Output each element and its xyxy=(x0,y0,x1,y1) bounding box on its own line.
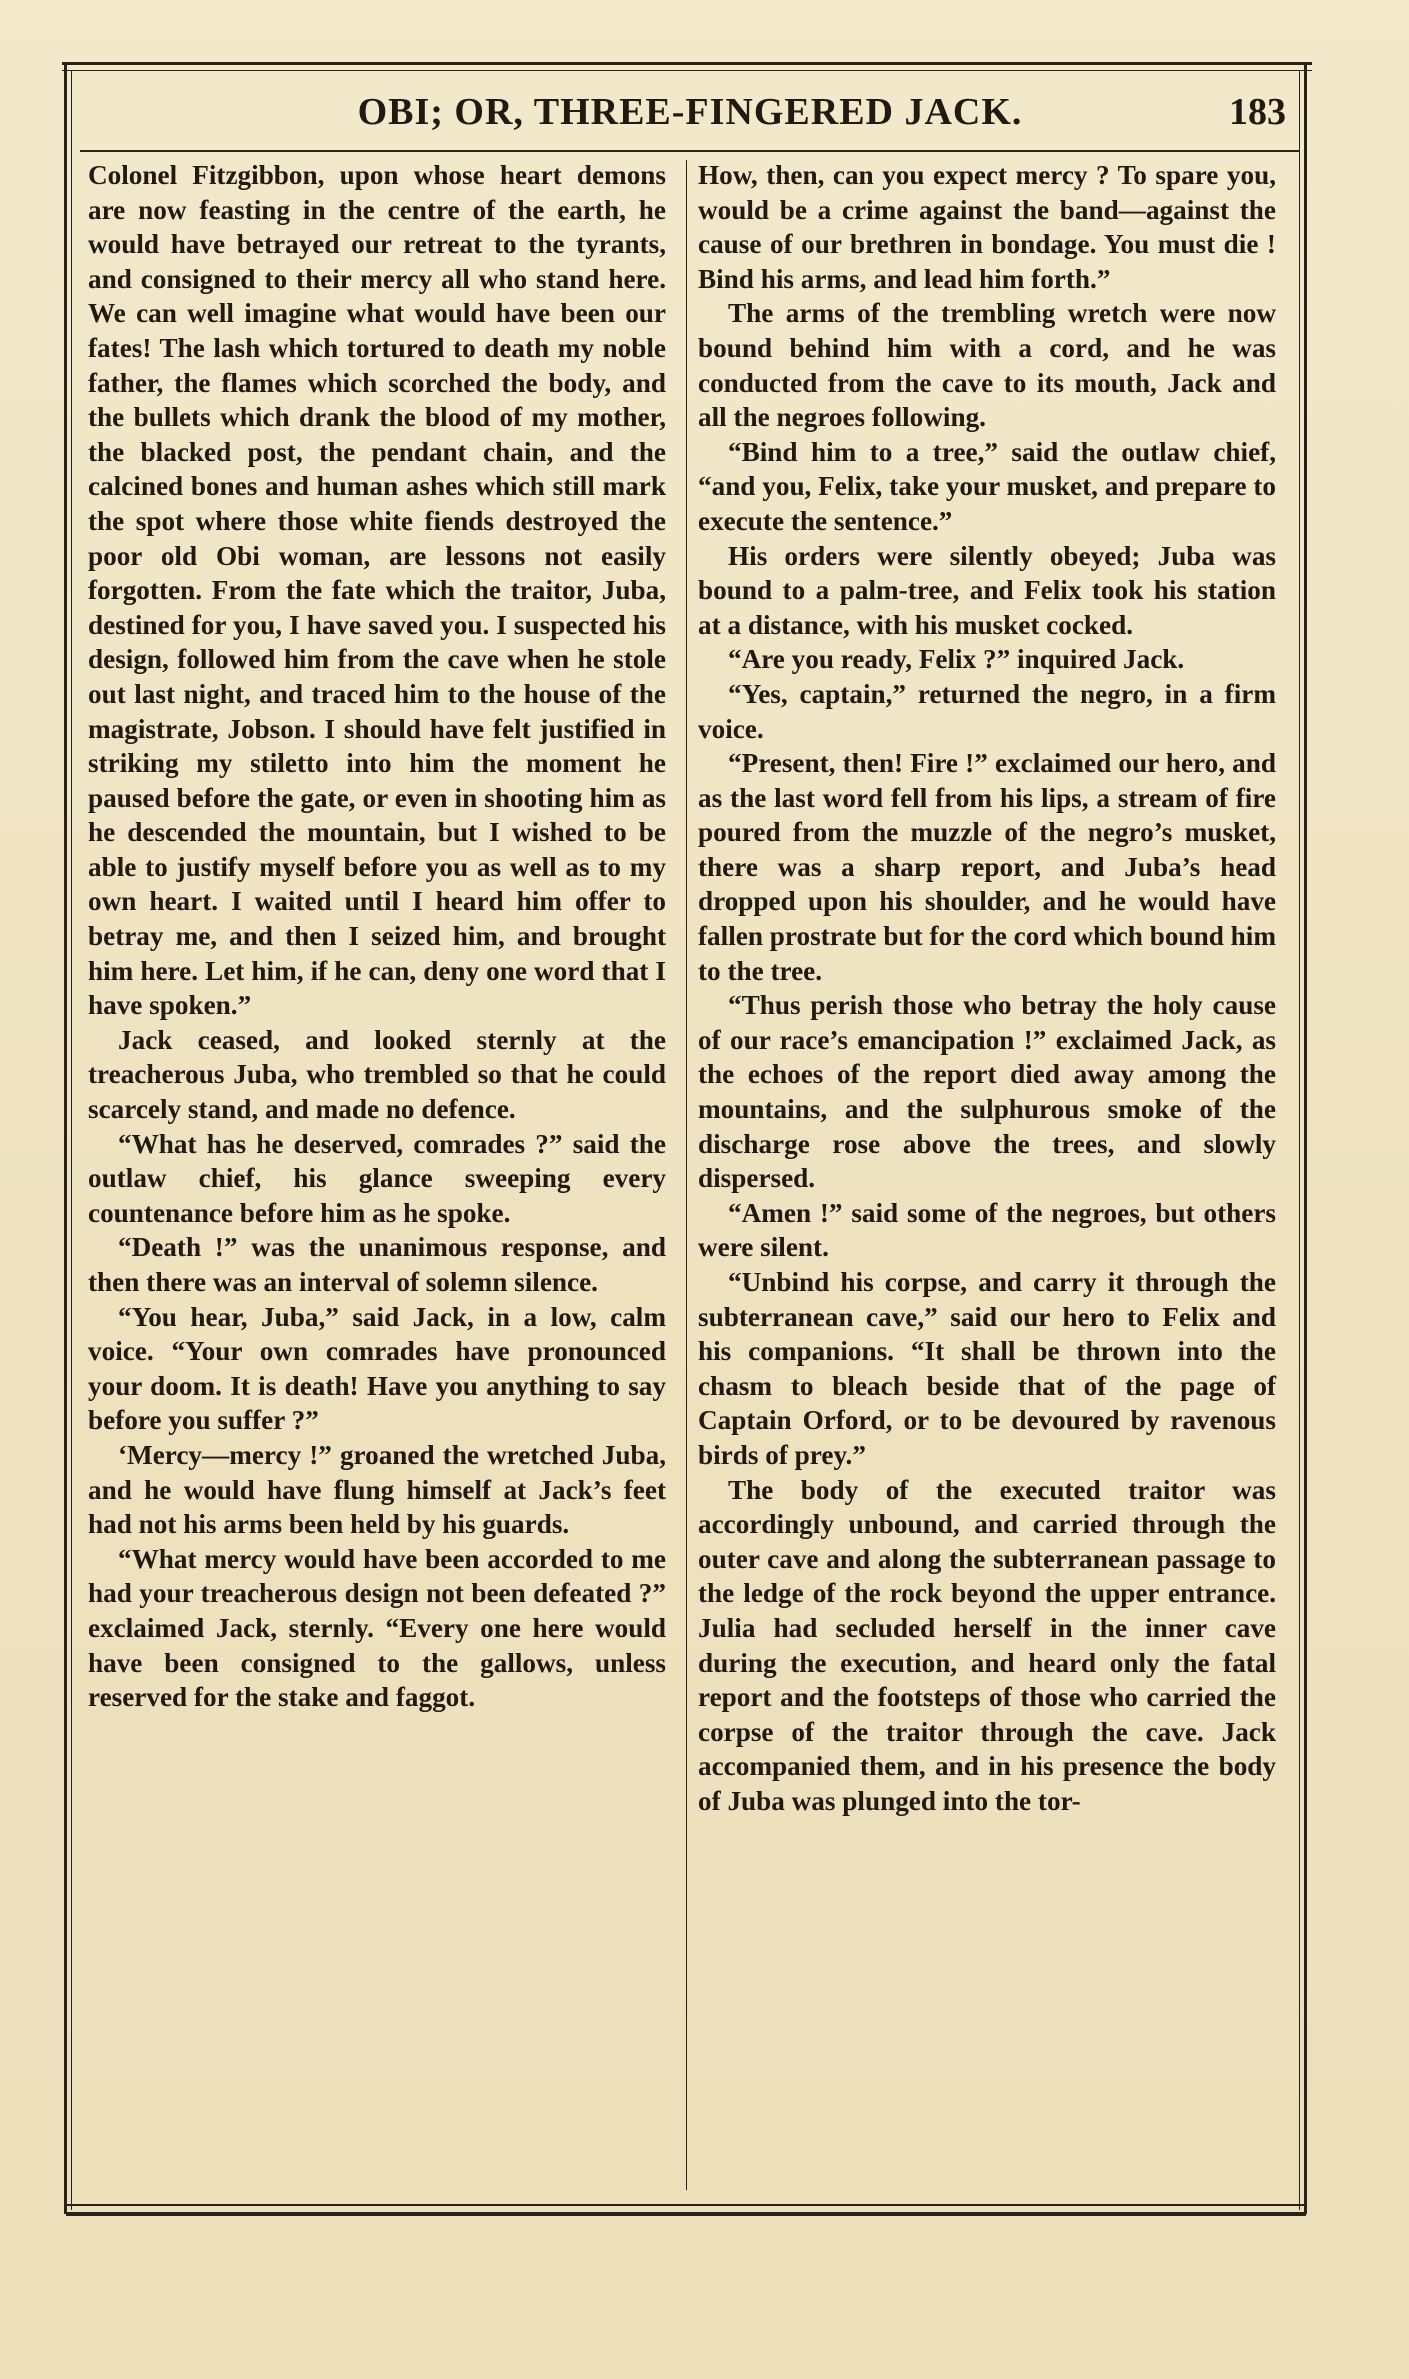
bottom-rule xyxy=(66,2204,1306,2206)
paragraph: “Thus perish those who betray the holy cause of our race’s emancipation !” exclaimed Jack, as the echoes of the report died away among the mountains, and the sulphurous smoke of the discharge rose above the trees, and slowly dispersed. xyxy=(698,990,1276,1194)
column-divider xyxy=(686,160,687,2190)
right-border-rule xyxy=(1304,64,1307,2214)
paragraph: The arms of the trembling wretch were now bound behind him with a cord, and he was conducted from the cave to its mouth, Jack and all the negroes following. xyxy=(698,298,1276,433)
page-number: 183 xyxy=(1229,91,1286,133)
paragraph: “Bind him to a tree,” said the outlaw chief, “and you, Felix, take your musket, and prepare to execute the sentence.” xyxy=(698,436,1276,536)
right-border-rule-inner xyxy=(1299,70,1300,2210)
paragraph: His orders were silently obeyed; Juba was bound to a palm-tree, and Felix took his station at a distance, with his musket cocked. xyxy=(698,540,1276,640)
header-rule xyxy=(80,150,1300,152)
text-column-right xyxy=(698,158,1276,1819)
top-rule-thin xyxy=(62,70,1312,71)
running-title: OBI; OR, THREE-FINGERED JACK. xyxy=(357,91,1023,133)
paragraph: Colonel Fitzgibbon, upon whose heart demons are now feasting in the centre of the earth, he would have betrayed our retreat to the tyrants, and consigned to their mercy all who stand here. We can well imagine what would have been our fates! The lash which tortured to death my noble father, the flames which scorched the body, and the bullets which drank the blood of my mother, the blacked post, the pendant chain, and the calcined bones and human ashes which still mark the spot where those white fiends destroyed the poor old Obi woman, are lessons not easily forgotten. From the fate which the traitor, Juba, destined for you, I have saved you. I suspected his design, followed him from the cave when he stole out last night, and traced him to the house of the magistrate, Jobson. I should have felt justified in striking my stiletto into him the moment he paused before the gate, or even in shooting him as he descended the mountain, but I wished to be able to justify myself before you as well as to my own heart. I waited until I heard him offer to betray me, and then I seized him, and brought him here. Let him, if he can, deny one word that I have spoken.” xyxy=(88,160,666,1021)
paragraph: “Yes, captain,” returned the negro, in a firm voice. xyxy=(698,678,1276,744)
running-header xyxy=(80,90,1300,148)
left-border-rule xyxy=(64,64,67,2214)
paragraph: ‘Mercy—mercy !” groaned the wretched Juba, and he would have flung himself at Jack’s feet had not his arms been held by his guards. xyxy=(88,1439,666,1540)
bottom-rule-thick xyxy=(66,2212,1306,2216)
paragraph: “Present, then! Fire !” exclaimed our hero, and as the last word fell from his lips, a stream of fire poured from the muzzle of the negro’s musket, there was a sharp report, and Juba’s head dropped upon his shoulder, and he would have fallen prostrate but for the cord which bound him to the tree. xyxy=(698,748,1276,986)
paragraph: “Unbind his corpse, and carry it through the subterranean cave,” said our hero to Felix and his companions. “It shall be thrown into the chasm to bleach beside that of the page of Captain Orford, or to be devoured by ravenous birds of prey.” xyxy=(698,1267,1276,1470)
paragraph: “Amen !” said some of the negroes, but others were silent. xyxy=(698,1197,1276,1263)
paragraph: “What mercy would have been accorded to me had your treacherous design not been defeated ?” exclaimed Jack, sternly. “Every one here would have been consigned to the gallows, unless reserved for the stake and faggot. xyxy=(88,1543,666,1713)
paragraph: “You hear, Juba,” said Jack, in a low, calm voice. “Your own comrades have pronounced your doom. It is death! Have you anything to say before you suffer ?” xyxy=(88,1301,666,1436)
paragraph: “Are you ready, Felix ?” inquired Jack. xyxy=(728,644,1185,675)
paragraph: “Death !” was the unanimous response, and then there was an interval of solemn silence. xyxy=(88,1232,666,1297)
left-border-rule-inner xyxy=(71,70,72,2210)
paragraph: “What has he deserved, comrades ?” said the outlaw chief, his glance sweeping every countenance before him as he spoke. xyxy=(88,1128,666,1228)
top-rule xyxy=(62,62,1312,65)
paragraph: Jack ceased, and looked sternly at the treacherous Juba, who trembled so that he could scarcely stand, and made no defence. xyxy=(88,1024,666,1125)
text-column-left xyxy=(88,158,666,1715)
paragraph: The body of the executed traitor was accordingly unbound, and carried through the outer cave and along the subterranean passage to the ledge of the rock beyond the upper entrance. Julia had secluded herself in the inner cave during the execution, and heard only the fatal report and the footsteps of those who carried the corpse of the traitor through the cave. Jack accompanied them, and in his presence the body of Juba was plunged into the tor- xyxy=(698,1474,1276,1816)
paragraph: How, then, can you expect mercy ? To spare you, would be a crime against the band—against the cause of our brethren in bondage. You must die ! Bind his arms, and lead him forth.” xyxy=(698,160,1276,294)
